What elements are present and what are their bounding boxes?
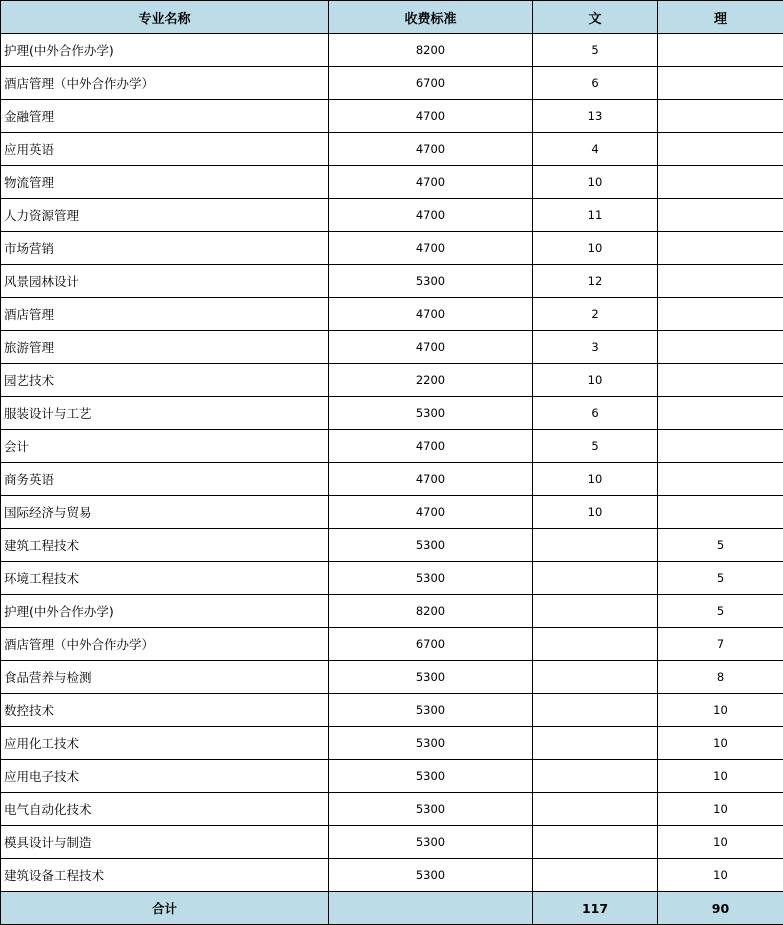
table-row (1, 793, 783, 826)
fee-cell: 5300 (329, 859, 533, 892)
science-count-cell (658, 265, 783, 298)
science-count-cell: 7 (658, 628, 783, 661)
arts-count-cell: 12 (533, 265, 658, 298)
major-name-cell: 会计 (1, 430, 329, 463)
fee-cell: 4700 (329, 463, 533, 496)
major-name-cell: 金融管理 (1, 100, 329, 133)
arts-count-cell: 5 (533, 430, 658, 463)
arts-count-cell: 3 (533, 331, 658, 364)
table-body (1, 34, 783, 892)
table-row (1, 760, 783, 793)
fee-cell: 5300 (329, 760, 533, 793)
table-row (1, 298, 783, 331)
major-name-cell: 国际经济与贸易 (1, 496, 329, 529)
arts-count-cell (533, 826, 658, 859)
major-name-cell: 应用英语 (1, 133, 329, 166)
major-name-cell: 建筑设备工程技术 (1, 859, 329, 892)
fee-cell: 4700 (329, 166, 533, 199)
total-science: 90 (658, 892, 783, 925)
arts-count-cell (533, 760, 658, 793)
header-row (1, 1, 783, 34)
fee-cell: 2200 (329, 364, 533, 397)
fee-cell: 4700 (329, 331, 533, 364)
science-count-cell: 5 (658, 595, 783, 628)
table-row (1, 166, 783, 199)
arts-count-cell (533, 694, 658, 727)
major-name-cell: 风景园林设计 (1, 265, 329, 298)
fee-cell: 5300 (329, 793, 533, 826)
arts-count-cell: 5 (533, 34, 658, 67)
major-name-cell: 环境工程技术 (1, 562, 329, 595)
table-row (1, 859, 783, 892)
major-name-cell: 数控技术 (1, 694, 329, 727)
fee-cell: 5300 (329, 265, 533, 298)
fee-cell: 6700 (329, 67, 533, 100)
table-row (1, 694, 783, 727)
table-row (1, 661, 783, 694)
table-row (1, 133, 783, 166)
major-name-cell: 物流管理 (1, 166, 329, 199)
fee-cell: 8200 (329, 595, 533, 628)
science-count-cell (658, 496, 783, 529)
table-row (1, 529, 783, 562)
table-row (1, 628, 783, 661)
arts-count-cell: 6 (533, 67, 658, 100)
total-row (1, 892, 783, 925)
arts-count-cell (533, 727, 658, 760)
science-count-cell: 10 (658, 859, 783, 892)
arts-count-cell: 10 (533, 364, 658, 397)
major-name-cell: 人力资源管理 (1, 199, 329, 232)
total-arts: 117 (533, 892, 658, 925)
fee-cell: 6700 (329, 628, 533, 661)
table-row (1, 67, 783, 100)
science-count-cell (658, 34, 783, 67)
table-row (1, 34, 783, 67)
fee-cell: 5300 (329, 397, 533, 430)
table-footer (1, 892, 783, 925)
science-count-cell (658, 298, 783, 331)
table-header (1, 1, 783, 34)
fee-cell: 5300 (329, 727, 533, 760)
science-count-cell: 10 (658, 826, 783, 859)
fee-cell: 4700 (329, 430, 533, 463)
major-name-cell: 护理(中外合作办学) (1, 595, 329, 628)
science-count-cell (658, 364, 783, 397)
fee-cell: 4700 (329, 199, 533, 232)
table-row (1, 496, 783, 529)
major-name-cell: 食品营养与检测 (1, 661, 329, 694)
major-name-cell: 酒店管理（中外合作办学） (1, 67, 329, 100)
science-count-cell: 5 (658, 562, 783, 595)
fee-cell: 4700 (329, 298, 533, 331)
header-science: 理 (658, 1, 783, 34)
arts-count-cell: 10 (533, 496, 658, 529)
major-name-cell: 酒店管理 (1, 298, 329, 331)
major-name-cell: 应用电子技术 (1, 760, 329, 793)
table-row (1, 199, 783, 232)
arts-count-cell (533, 562, 658, 595)
table-row (1, 727, 783, 760)
table-row (1, 595, 783, 628)
major-name-cell: 旅游管理 (1, 331, 329, 364)
science-count-cell (658, 67, 783, 100)
science-count-cell (658, 100, 783, 133)
arts-count-cell (533, 529, 658, 562)
table-row (1, 397, 783, 430)
total-label: 合计 (1, 892, 329, 925)
arts-count-cell (533, 859, 658, 892)
science-count-cell (658, 430, 783, 463)
table-row (1, 100, 783, 133)
arts-count-cell: 10 (533, 463, 658, 496)
arts-count-cell (533, 595, 658, 628)
fee-cell: 5300 (329, 529, 533, 562)
science-count-cell: 10 (658, 760, 783, 793)
science-count-cell (658, 199, 783, 232)
arts-count-cell: 10 (533, 166, 658, 199)
science-count-cell (658, 133, 783, 166)
major-name-cell: 电气自动化技术 (1, 793, 329, 826)
fee-cell: 5300 (329, 562, 533, 595)
arts-count-cell: 6 (533, 397, 658, 430)
major-name-cell: 护理(中外合作办学) (1, 34, 329, 67)
header-fee-standard: 收费标准 (329, 1, 533, 34)
science-count-cell (658, 232, 783, 265)
fee-cell: 5300 (329, 826, 533, 859)
header-major-name: 专业名称 (1, 1, 329, 34)
science-count-cell (658, 166, 783, 199)
table-row (1, 463, 783, 496)
science-count-cell (658, 463, 783, 496)
major-name-cell: 商务英语 (1, 463, 329, 496)
fee-cell: 5300 (329, 661, 533, 694)
arts-count-cell (533, 661, 658, 694)
header-arts: 文 (533, 1, 658, 34)
fee-cell: 4700 (329, 496, 533, 529)
fee-cell: 4700 (329, 100, 533, 133)
table-row (1, 265, 783, 298)
science-count-cell: 10 (658, 694, 783, 727)
science-count-cell: 8 (658, 661, 783, 694)
arts-count-cell: 4 (533, 133, 658, 166)
major-name-cell: 市场营销 (1, 232, 329, 265)
fee-cell: 5300 (329, 694, 533, 727)
fee-cell: 8200 (329, 34, 533, 67)
arts-count-cell (533, 793, 658, 826)
major-name-cell: 服装设计与工艺 (1, 397, 329, 430)
arts-count-cell: 2 (533, 298, 658, 331)
table-row (1, 364, 783, 397)
table-row (1, 826, 783, 859)
arts-count-cell: 13 (533, 100, 658, 133)
table-row (1, 430, 783, 463)
arts-count-cell: 11 (533, 199, 658, 232)
arts-count-cell: 10 (533, 232, 658, 265)
science-count-cell (658, 331, 783, 364)
science-count-cell: 5 (658, 529, 783, 562)
science-count-cell: 10 (658, 793, 783, 826)
table-row (1, 232, 783, 265)
fee-cell: 4700 (329, 232, 533, 265)
total-fee (329, 892, 533, 925)
major-name-cell: 园艺技术 (1, 364, 329, 397)
table-row (1, 562, 783, 595)
science-count-cell: 10 (658, 727, 783, 760)
major-name-cell: 酒店管理（中外合作办学） (1, 628, 329, 661)
major-name-cell: 应用化工技术 (1, 727, 329, 760)
major-name-cell: 建筑工程技术 (1, 529, 329, 562)
science-count-cell (658, 397, 783, 430)
arts-count-cell (533, 628, 658, 661)
major-name-cell: 模具设计与制造 (1, 826, 329, 859)
fee-cell: 4700 (329, 133, 533, 166)
table-row (1, 331, 783, 364)
